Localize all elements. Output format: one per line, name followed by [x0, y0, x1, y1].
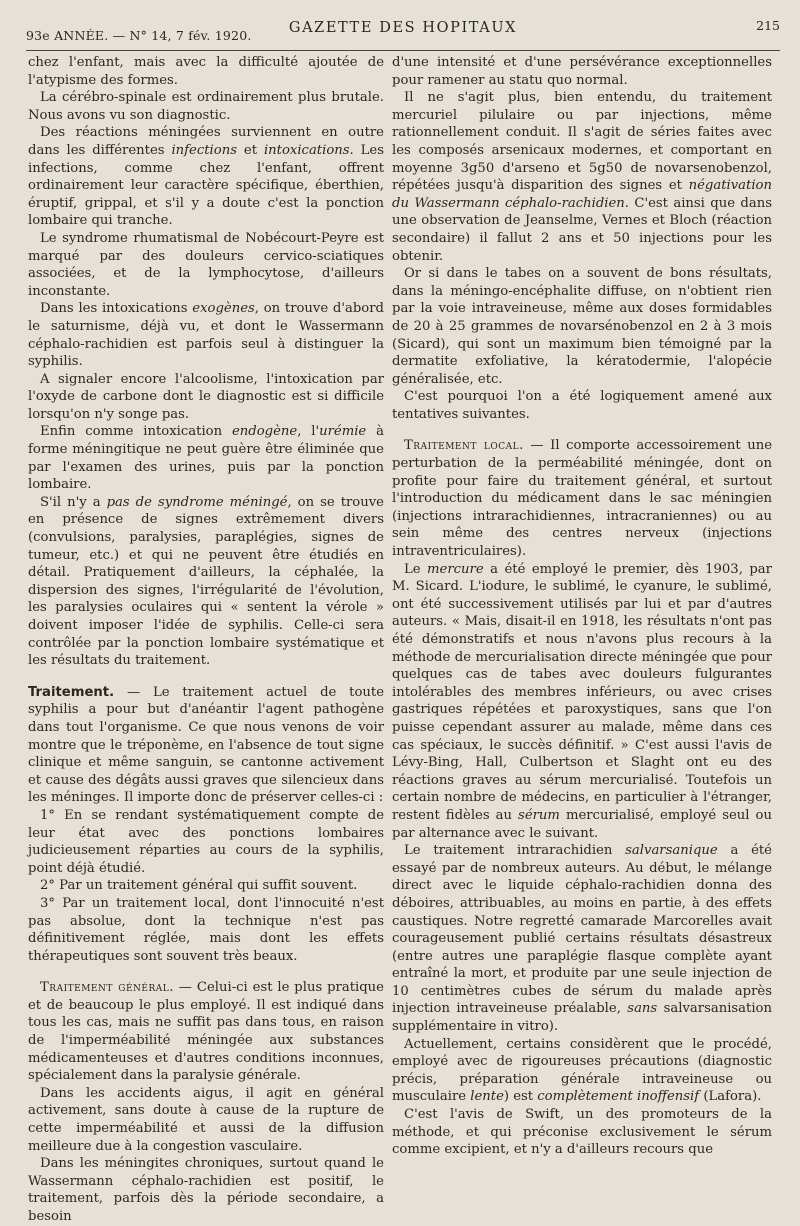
paragraph: Des réactions méningées surviennent en outre dans les différentes infections et intoxications. Les infections, comme chez l'enfant, offrent ordinairement leur caractère spécifique, éberthien, éruptif, grippal, et s'il y a doute c'est la ponction lombaire qui tranche. — [28, 125, 384, 229]
left-column — [28, 54, 384, 1226]
paragraph: Il ne s'agit plus, bien entendu, du traitement mercuriel pilulaire ou par injections, même rationnellement conduit. Il s'agit de séries faites avec les composés arsenicaux modernes, et comportant en moyenne 3g50 d'arseno et 5g50 de novarsenobenzol, répétées jusqu'à disparition des signes et négativation du Wassermann céphalo-rachidien. C'est ainsi que dans une observation de Jeanselme, Vernes et Bloch (réaction secondaire) il fallut 2 ans et 50 injections pour les obtenir. — [392, 90, 772, 264]
section-heading: Traitement. — [28, 684, 115, 700]
running-header — [26, 14, 780, 54]
paragraph: S'il n'y a pas de syndrome méningé, on se trouve en présence de signes extrêmement divers (convulsions, paralysies, paraplégies, signes de tumeur, etc.) et qui ne peuvent être étudiés en détail. Pratiquement d'ailleurs, la céphalée, la dispersion des signes, l'irrégularité de l'évolution, les paralysies oculaires qui « sentent la vérole » doivent imposer l'idée de syphilis. Celle-ci sera contrôlée par la ponction lombaire systématique et les résultats du traitement. — [28, 494, 384, 669]
paragraph: Or si dans le tabes on a souvent de bons résultats, dans la méningo-encéphalite diffuse, on n'obtient rien par la voie intraveineuse, même aux doses formidables de 20 à 25 grammes de novarsénobenzol en 2 à 3 mois (Sicard), qui sont un maximum bien témoigné par la dermatite exfoliative, la kératodermie, l'alopécie généralisée, etc. — [392, 266, 772, 387]
right-column — [392, 54, 772, 1159]
journal-title: GAZETTE DES HOPITAUX — [288, 20, 518, 36]
section-heading: Traitement général. — [40, 980, 174, 996]
paragraph: Dans les intoxications exogènes, on trouve d'abord le saturnisme, déjà vu, et dont le Wassermann céphalo-rachidien est parfois seul à distinguer la syphilis. — [28, 301, 384, 370]
paragraph: A signaler encore l'alcoolisme, l'intoxication par l'oxyde de carbone dont le diagnostic est si difficile lorsqu'on n'y songe pas. — [28, 371, 384, 422]
paragraph: La cérébro-spinale est ordinairement plus brutale. Nous avons vu son diagnostic. — [28, 90, 384, 123]
paragraph: C'est pourquoi l'on a été logiquement amené aux tentatives suivantes. — [392, 389, 772, 422]
section-heading: Traitement local. — [404, 438, 524, 454]
header-rule — [26, 50, 780, 51]
list-item: 1° En se rendant systématiquement compte de leur état avec des ponctions lombaires judicieusement réparties au cours de la syphilis, point déjà étudié. — [28, 807, 384, 876]
paragraph: Dans les accidents aigus, il agit en général activement, sans doute à cause de la rupture de cette imperméabilité et aussi de la diffusion meilleure due à la congestion vasculaire. — [28, 1085, 384, 1154]
paragraph: Le mercure a été employé le premier, dès 1903, par M. Sicard. L'iodure, le sublimé, le cyanure, le sublimé, ont été successivement utilisés par lui et par d'autres auteurs. « Mais, disait-il en 1918, les résultats n'ont pas été démonstratifs et nous n'avons plus recours à la méthode de mercurialisation directe méningée que pour quelques cas de tabes avec douleurs fulgurantes intolérables des membres inférieurs, ou avec crises gastriques répétées et paroxystiques, sans que l'on puisse cependant assurer au malade, même dans ces cas spéciaux, le succès définitif. » C'est aussi l'avis de Lévy-Bing, Hall, Culbertson et Slaght ont eu des réactions graves au sérum mercurialisé. Toutefois un certain nombre de médecins, en particulier à l'étranger, restent fidèles au sérum mercurialisé, employé seul ou par alternance avec le suivant. — [392, 561, 772, 841]
paragraph: Dans les méningites chroniques, surtout quand le Wassermann céphalo-rachidien est positif, le traitement, parfois dès la période secondaire, a besoin — [28, 1156, 384, 1224]
section-traitement: Traitement. — Le traitement actuel de toute syphilis a pour but d'anéantir l'agent pathogène dans tout l'organisme. Ce que nous venons de voir montre que le tréponème, en l'absence de tout signe clinique et même sanguin, se cantonne activement et cause des dégâts aussi graves que silencieux dans les méninges. Il importe donc de préserver celles-ci : — [28, 684, 384, 806]
paragraph: d'une intensité et d'une persévérance exceptionnelles pour ramener au statu quo normal. — [392, 55, 772, 88]
paragraph: C'est l'avis de Swift, un des promoteurs de la méthode, et qui préconise exclusivement le sérum comme excipient, et n'y a d'ailleurs recours que — [392, 1107, 772, 1158]
list-item: 3° Par un traitement local, dont l'innocuité n'est pas absolue, dont la technique n'est pas définitivement réglée, mais dont les effets thérapeutiques sont souvent très beaux. — [28, 895, 384, 964]
paragraph: Le syndrome rhumatismal de Nobécourt-Peyre est marqué par des douleurs cervico-sciatiques associées, et de la lymphocytose, d'ailleurs inconstante. — [28, 230, 384, 299]
paragraph: chez l'enfant, mais avec la difficulté ajoutée de l'atypisme des formes. — [28, 55, 384, 88]
paragraph: Le traitement intrarachidien salvarsanique a été essayé par de nombreux auteurs. Au début, le mélange direct avec le liquide céphalo-rachidien donna des déboires, attribuables, au moins en partie, à des effets caustiques. Notre regretté camarade Marcorelles avait courageusement publié certains résultats désastreux (entre autres une paraplégie flasque complète ayant entraîné la mort, et produite par une seule injection de 10 centimètres cubes de sérum du malade après injection intraveineuse préalable, sans salvarsanisation supplémentaire in vitro). — [392, 843, 772, 1035]
paragraph: Enfin comme intoxication endogène, l'urémie à forme méningitique ne peut guère être éliminée que par l'examen des urines, puis par la ponction lombaire. — [28, 424, 384, 493]
paragraph: Actuellement, certains considèrent que le procédé, employé avec de rigoureuses précautions (diagnostic précis, préparation générale intraveineuse ou musculaire lente) est complètement inoffensif (Lafora). — [392, 1036, 772, 1105]
page-number: 215 — [756, 18, 780, 33]
list-item: 2° Par un traitement général qui suffit souvent. — [40, 878, 358, 894]
issue-info: 93e ANNÉE. — N° 14, 7 fév. 1920. — [26, 28, 252, 43]
section-traitement-local: Traitement local. — Il comporte accessoirement une perturbation de la perméabilité méningée, dont on profite pour faire du traitement général, et surtout l'introduction du médicament dans le sac méningien (injections intrarachidiennes, intracraniennes) ou au sein même des centres nerveux (injections intraventriculaires). — [392, 438, 773, 560]
section-traitement-general: Traitement général. — Celui-ci est le plus pratique et de beaucoup le plus employé. Il est indiqué dans tous les cas, mais ne suffit pas dans tous, en raison de l'imperméabilité méningée aux substances médicamenteuses et d'autres conditions inconnues, spécialement dans la paralysie générale. — [28, 980, 384, 1084]
